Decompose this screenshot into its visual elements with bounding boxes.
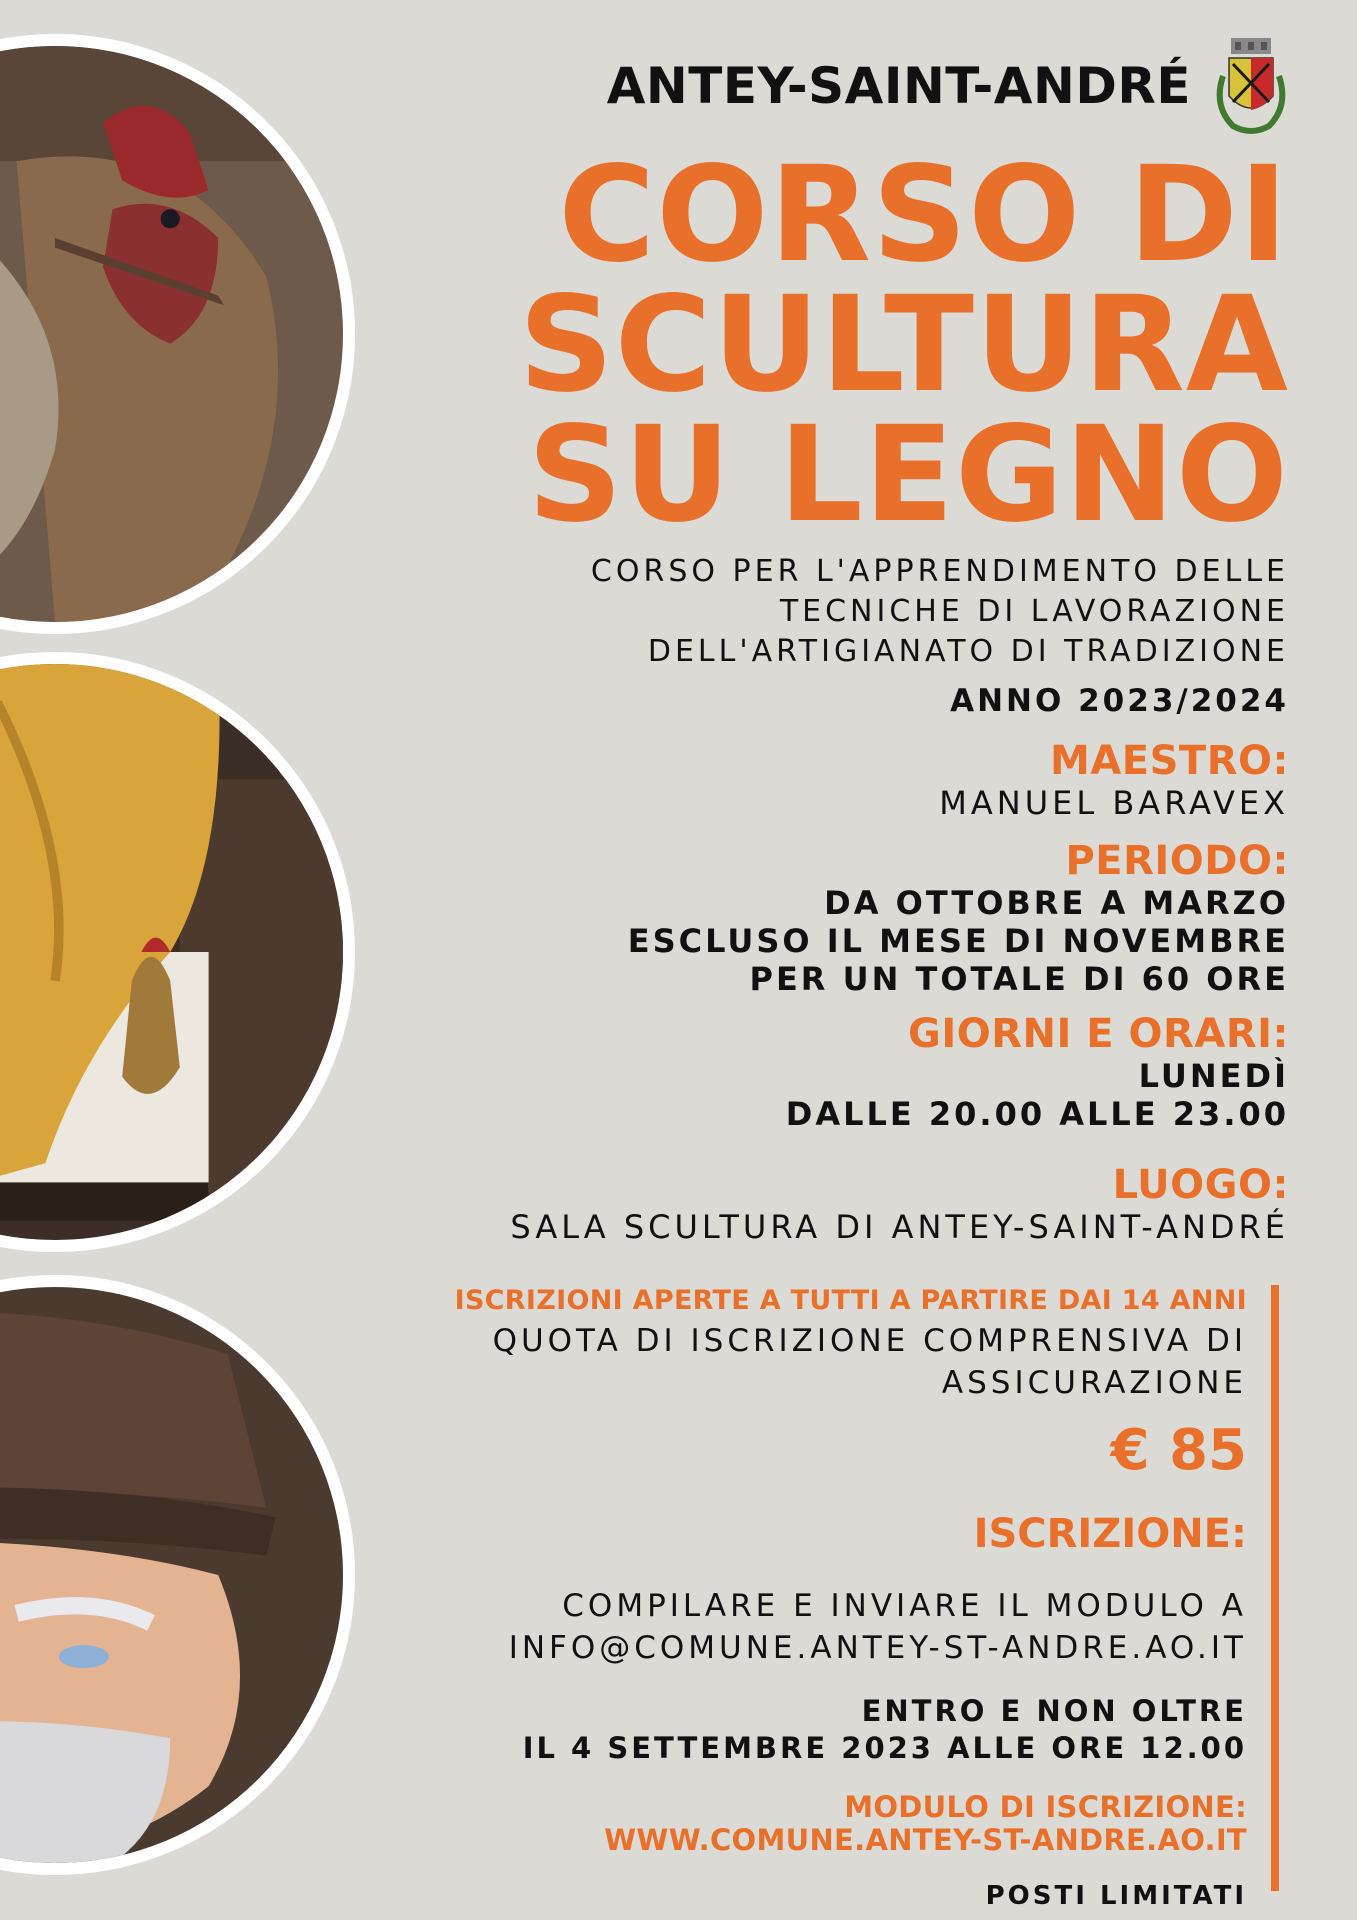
registration-fee-text xyxy=(455,1320,1247,1404)
maestro-name: MANUEL BARAVEX xyxy=(939,784,1289,822)
course-description xyxy=(591,552,1289,672)
description-line: DELL'ARTIGIANATO DI TRADIZIONE xyxy=(647,634,1289,669)
location-label: LUOGO: xyxy=(1112,1162,1289,1208)
maestro-section xyxy=(939,738,1289,822)
maestro-label: MAESTRO: xyxy=(1050,738,1289,784)
description-line: TECNICHE DI LAVORAZIONE xyxy=(779,594,1289,629)
periodo-line: ESCLUSO IL MESE DI NOVEMBRE xyxy=(627,922,1289,960)
periodo-label: PERIODO: xyxy=(1065,838,1289,884)
fee-line: QUOTA DI ISCRIZIONE COMPRENSIVA DI xyxy=(492,1323,1247,1359)
periodo-line: DA OTTOBRE A MARZO xyxy=(824,884,1289,922)
course-title xyxy=(518,138,1289,552)
deadline-line: IL 4 SETTEMBRE 2023 ALLE ORE 12.00 xyxy=(522,1731,1247,1765)
rooster-carving-photo xyxy=(0,34,355,634)
limited-places-notice: POSTI LIMITATI xyxy=(985,1881,1247,1911)
location-section xyxy=(510,1162,1289,1246)
registration-eligibility: ISCRIZIONI APERTE A TUTTI A PARTIRE DAI 14 ANNI xyxy=(454,1285,1247,1316)
periodo-section xyxy=(628,838,1289,998)
course-year: ANNO 2023/2024 xyxy=(950,683,1289,719)
location-value: SALA SCULTURA DI ANTEY-SAINT-ANDRÉ xyxy=(510,1208,1289,1246)
registration-deadline xyxy=(455,1693,1247,1767)
registration-instructions xyxy=(455,1585,1247,1669)
periodo-line: PER UN TOTALE DI 60 ORE xyxy=(749,960,1289,998)
form-label: MODULO DI ISCRIZIONE: xyxy=(844,1790,1247,1824)
registration-price: € 85 xyxy=(1110,1418,1247,1483)
schedule-section xyxy=(786,1011,1289,1133)
old-man-carving-photo xyxy=(0,1275,355,1875)
description-line: CORSO PER L'APPRENDIMENTO DELLE xyxy=(590,554,1289,589)
form-url[interactable]: WWW.COMUNE.ANTEY-ST-ANDRE.AO.IT xyxy=(604,1823,1247,1857)
title-line: SU LEGNO xyxy=(527,398,1289,552)
schedule-hours: DALLE 20.00 ALLE 23.00 xyxy=(785,1095,1289,1133)
registration-label: ISCRIZIONE: xyxy=(973,1511,1247,1557)
deadline-line: ENTRO E NON OLTRE xyxy=(861,1694,1247,1728)
registration-email[interactable]: INFO@COMUNE.ANTEY-ST-ANDRE.AO.IT xyxy=(508,1630,1247,1666)
schedule-day: LUNEDÌ xyxy=(1138,1057,1289,1095)
registration-form-link xyxy=(455,1791,1247,1857)
instructions-line: COMPILARE E INVIARE IL MODULO A xyxy=(562,1588,1247,1624)
curtain-carving-photo xyxy=(0,652,355,1252)
fee-line: ASSICURAZIONE xyxy=(941,1365,1247,1401)
town-header xyxy=(607,36,1289,136)
registration-section xyxy=(455,1285,1247,1911)
title-line: CORSO DI xyxy=(558,138,1289,292)
schedule-label: GIORNI E ORARI: xyxy=(908,1011,1289,1057)
coat-of-arms-icon xyxy=(1213,36,1289,136)
town-name: ANTEY-SAINT-ANDRÉ xyxy=(606,57,1191,115)
title-line: SCULTURA xyxy=(518,268,1289,422)
